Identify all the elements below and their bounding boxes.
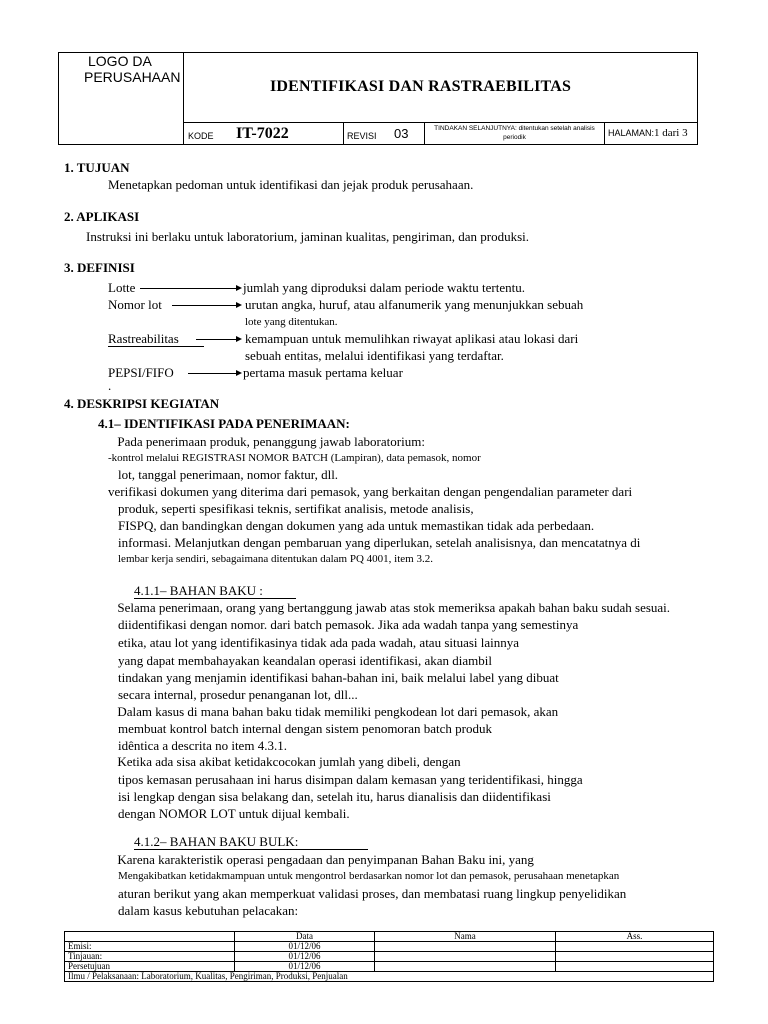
- document-title: IDENTIFIKASI DAN RASTRAEBILITAS: [270, 78, 572, 95]
- paragraph-line: lembar kerja sendiri, sebagaimana ditentukan dalam PQ 4001, item 3.2.: [118, 553, 433, 565]
- kode-value: IT-7022: [236, 125, 289, 142]
- section-heading: 3. DEFINISI: [64, 260, 135, 275]
- arrow-icon: [236, 302, 242, 308]
- table-cell: [375, 942, 556, 952]
- paragraph-line: yang dapat membahayakan keandalan operasi identifikasi, akan diambil: [118, 653, 492, 668]
- subsection-heading: 4.1.1– BAHAN BAKU :: [134, 583, 263, 598]
- term-rastreabilitas: Rastreabilitas: [108, 331, 179, 346]
- section-heading: 4. DESKRIPSI KEGIATAN: [64, 396, 220, 411]
- table-cell: [556, 952, 714, 962]
- section-heading: 1. TUJUAN: [64, 160, 130, 175]
- arrow: [196, 339, 236, 340]
- halaman: HALAMAN:1 dari 3: [608, 127, 688, 139]
- header-divider: [183, 52, 184, 145]
- table-cell: Persetujuan: [65, 962, 235, 972]
- paragraph-line: aturan berikut yang akan memperkuat validasi proses, dan membatasi ruang lingkup penyelidikan: [118, 886, 627, 901]
- logo-line: PERUSAHAAN: [84, 69, 181, 85]
- paragraph-line: membuat kontrol batch internal dengan sistem penomoran batch produk: [118, 721, 493, 736]
- underline: [134, 598, 296, 599]
- table-cell: Data: [235, 932, 375, 942]
- table-cell: [556, 942, 714, 952]
- underline: [134, 849, 368, 850]
- table-cell: [65, 932, 235, 942]
- kode-label: KODE: [188, 131, 214, 141]
- paragraph-line: Ketika ada sisa akibat ketidakcocokan jumlah yang dibeli, dengan: [104, 754, 448, 769]
- logo-line: LOGO DA: [88, 53, 152, 69]
- arrow: [140, 288, 236, 289]
- paragraph-line: FISPQ, dan bandingkan dengan dokumen yang ada untuk memastikan tidak ada perbedaan.: [118, 518, 595, 533]
- table-cell: 01/12/06: [235, 962, 375, 972]
- paragraph: Menetapkan pedoman untuk identifikasi dan jejak produk perusahaan.: [108, 177, 474, 192]
- stray-dot: .: [108, 378, 112, 393]
- paragraph-line: etika, atau lot yang identifikasinya tidak ada pada wadah, atau situasi lainnya: [118, 635, 520, 650]
- revisi-value: 03: [394, 126, 409, 141]
- paragraph-line: verifikasi dokumen yang diterima dari pemasok, yang berkaitan dengan pengendalian parameter dari: [108, 484, 633, 499]
- table-row: [65, 972, 714, 982]
- table-cell: 01/12/06: [235, 942, 375, 952]
- table-cell: [375, 962, 556, 972]
- definition: sebuah entitas, melalui identifikasi yang terdaftar.: [245, 348, 504, 363]
- company-logo-placeholder: [84, 53, 181, 85]
- paragraph: Instruksi ini berlaku untuk laboratorium, jaminan kualitas, pengiriman, dan produksi.: [86, 229, 529, 244]
- paragraph-line: Mengakibatkan ketidakmampuan untuk mengontrol berdasarkan nomor lot dan pemasok, perusahaan menetapkan: [118, 870, 620, 882]
- table-cell: [556, 962, 714, 972]
- paragraph-line: produk, seperti spesifikasi teknis, sertifikat analisis, metode analisis,: [118, 501, 474, 516]
- arrow: [188, 373, 236, 374]
- tindakan-note: TINDAKAN SELANJUTNYA: ditentukan setelah analisis periodik: [434, 125, 595, 141]
- definition: lote yang ditentukan.: [245, 316, 338, 328]
- arrow-icon: [236, 370, 242, 376]
- paragraph-line: dengan NOMOR LOT untuk dijual kembali.: [118, 806, 350, 821]
- table-cell: [375, 952, 556, 962]
- subsection-heading: 4.1– IDENTIFIKASI PADA PENERIMAAN:: [98, 416, 350, 431]
- definition: kemampuan untuk memulihkan riwayat aplikasi atau lokasi dari: [245, 331, 579, 346]
- paragraph-line: tindakan yang menjamin identifikasi bahan-bahan ini, baik melalui label yang dibuat: [118, 670, 559, 685]
- table-cell: Emisi:: [65, 942, 235, 952]
- definition: urutan angka, huruf, atau alfanumerik yang menunjukkan sebuah: [245, 297, 584, 312]
- header-divider: [343, 122, 344, 145]
- paragraph-line: Selama penerimaan, orang yang bertanggung jawab atas stok memeriksa apakah bahan baku sudah sesuai.: [104, 600, 657, 615]
- paragraph-line: secara internal, prosedur penanganan lot, dll...: [118, 687, 358, 702]
- approval-table: [64, 931, 714, 982]
- table-cell: 01/12/06: [235, 952, 375, 962]
- table-row: [65, 942, 714, 952]
- table-cell: Ass.: [556, 932, 714, 942]
- paragraph-line: -kontrol melalui REGISTRASI NOMOR BATCH (Lampiran), data pemasok, nomor: [108, 452, 481, 464]
- paragraph-line: Dalam kasus di mana bahan baku tidak memiliki pengkodean lot dari pemasok, akan: [104, 704, 545, 719]
- definition: jumlah yang diproduksi dalam periode waktu tertentu.: [243, 280, 525, 295]
- paragraph-line: Pada penerimaan produk, penanggung jawab laboratorium:: [104, 434, 412, 449]
- paragraph-line: idêntica a descrita no item 4.3.1.: [118, 738, 287, 753]
- term-lotte: Lotte: [108, 280, 136, 295]
- table-header-row: [65, 932, 714, 942]
- section-heading: 2. APLIKASI: [64, 209, 140, 224]
- table-row: [65, 962, 714, 972]
- subsection-heading: 4.1.2– BAHAN BAKU BULK:: [134, 834, 299, 849]
- paragraph-line: Karena karakteristik operasi pengadaan dan penyimpanan Bahan Baku ini, yang: [104, 852, 521, 867]
- paragraph-line: informasi. Melanjutkan dengan pembaruan yang diperlukan, setelah analisisnya, dan mencatatnya di: [118, 535, 641, 550]
- arrow: [172, 305, 236, 306]
- arrow-icon: [236, 336, 242, 342]
- paragraph-line: dalam kasus kebutuhan pelacakan:: [118, 903, 299, 918]
- definition: pertama masuk pertama keluar: [243, 365, 403, 380]
- paragraph-line: lot, tanggal penerimaan, nomor faktur, dll.: [118, 467, 339, 482]
- revisi-label: REVISI: [347, 131, 377, 141]
- table-cell: Nama: [375, 932, 556, 942]
- table-row: [65, 952, 714, 962]
- paragraph-line: isi lengkap dengan sisa belakang dan, setelah itu, harus dianalisis dan diidentifikasi: [118, 789, 551, 804]
- header-divider: [183, 122, 698, 123]
- underline: [108, 346, 204, 347]
- header-divider: [604, 122, 605, 145]
- paragraph-line: diidentifikasi dengan nomor. dari batch pemasok. Jika ada wadah tanpa yang semestinya: [118, 617, 579, 632]
- paragraph-line: tipos kemasan perusahaan ini harus disimpan dalam kemasan yang teridentifikasi, hingga: [118, 772, 583, 787]
- table-cell: Ilmu / Pelaksanaan: Laboratorium, Kualitas, Pengiriman, Produksi, Penjualan: [65, 972, 714, 982]
- term-pepsi-fifo: PEPSI/FIFO: [108, 365, 174, 380]
- arrow-icon: [236, 285, 242, 291]
- header-divider: [424, 122, 425, 145]
- table-cell: Tinjauan:: [65, 952, 235, 962]
- term-nomor-lot: Nomor lot: [108, 297, 162, 312]
